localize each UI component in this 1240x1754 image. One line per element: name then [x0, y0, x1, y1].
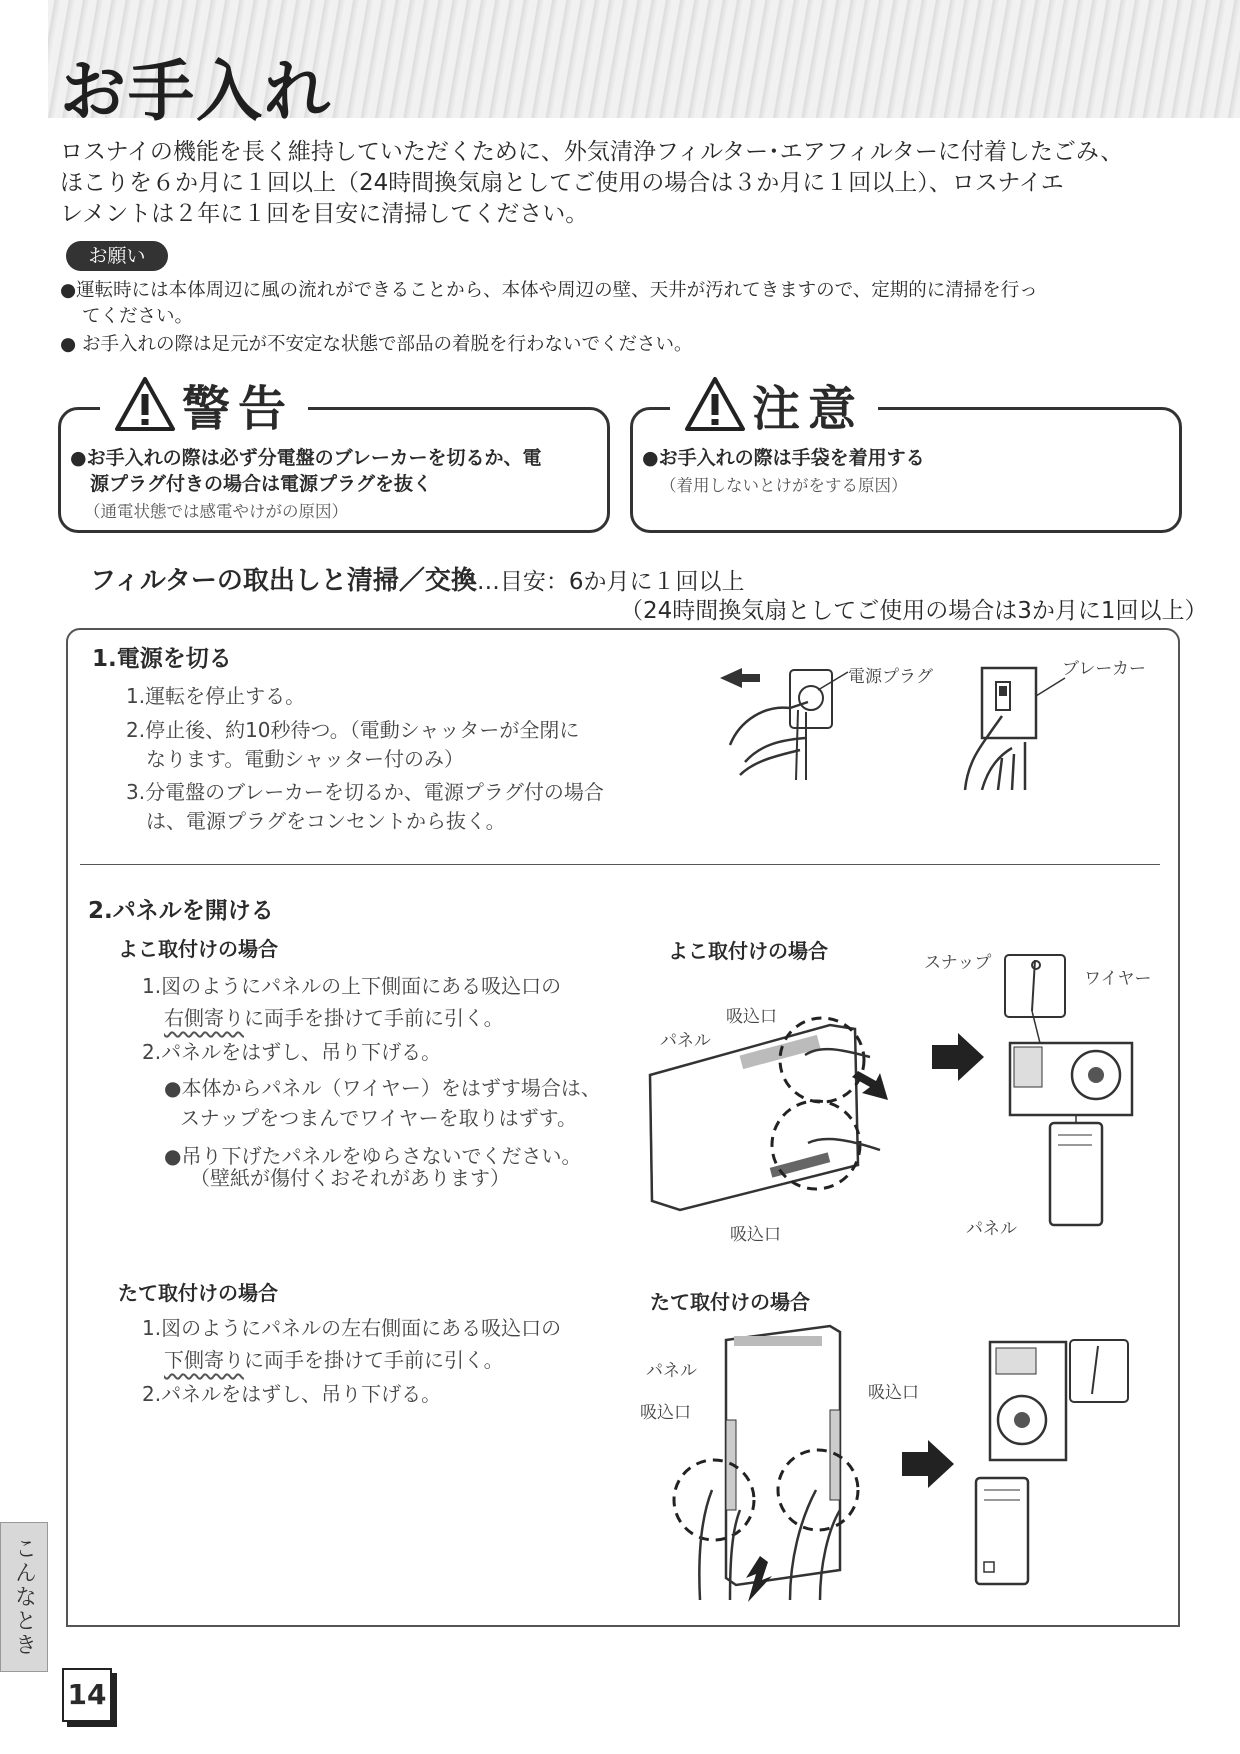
step1-item: 2.停止後、約10秒待つ。（電動シャッターが全閉に	[126, 718, 580, 742]
tate-line: 2.パネルをはずし、吊り下げる。	[142, 1382, 442, 1406]
tate-panel-label: パネル	[646, 1361, 697, 1381]
tate-line: 1.図のようにパネルの左右側面にある吸込口の	[142, 1316, 562, 1340]
tate-emphasis: 下側寄り	[164, 1348, 244, 1372]
warning-icon	[114, 376, 176, 432]
tate-line-rest: に両手を掛けて手前に引く。	[244, 1348, 504, 1372]
request-badge: お願い	[66, 241, 168, 271]
yoko-emphasis: 右側寄り	[164, 1006, 244, 1030]
step1-title: 1.電源を切る	[92, 646, 232, 672]
tate-inlet-left-label: 吸込口	[640, 1403, 691, 1423]
tate-inlet-right-label: 吸込口	[868, 1383, 919, 1403]
intro-line: ロスナイの機能を長く維持していただくために、外気清浄フィルター･エアフィルターに付着したごみ、	[60, 139, 1124, 165]
step1-item: なります。電動シャッター付のみ）	[146, 747, 464, 771]
step1-item: は、電源プラグをコンセントから抜く。	[146, 809, 506, 833]
yoko-inlet-top-label: 吸込口	[726, 1007, 777, 1027]
right-arrow-icon	[932, 1033, 984, 1081]
right-arrow-icon	[902, 1440, 954, 1488]
yoko-line-rest: に両手を掛けて手前に引く。	[244, 1006, 504, 1030]
yoko-bullet: ●吊り下げたパネルをゆらさないでください。	[164, 1144, 582, 1168]
wire-label: ワイヤー	[1084, 969, 1152, 989]
section-guide: …目安：6か月に１回以上	[476, 569, 745, 595]
tate-heading: たて取付けの場合	[118, 1281, 278, 1305]
yoko-line: 2.パネルをはずし、吊り下げる。	[142, 1040, 442, 1064]
page-title: お手入れ	[60, 53, 332, 130]
request-note: てください。	[82, 306, 194, 327]
yoko-bullet: ●本体からパネル（ワイヤー）をはずす場合は、	[164, 1076, 601, 1100]
plug-label: 電源プラグ	[848, 667, 933, 687]
caution-title-text: 注意	[752, 380, 865, 437]
yoko-line: 1.図のようにパネルの上下側面にある吸込口の	[142, 974, 562, 998]
snap-label: スナップ	[924, 953, 992, 973]
caution-icon	[684, 376, 746, 432]
intro-line: レメントは２年に１回を目安に清掃してください。	[60, 201, 589, 227]
yoko-bullet: スナップをつまんでワイヤーを取りはずす。	[180, 1106, 577, 1130]
warning-title-text: 警告	[182, 380, 295, 437]
intro-text	[60, 137, 1190, 230]
yoko-fig-heading: よこ取付けの場合	[668, 939, 828, 963]
yoko-bullet: （壁紙が傷付くおそれがあります）	[190, 1166, 510, 1190]
vertical-unit-with-panel-figure	[976, 1340, 1128, 1584]
section-title-text: フィルターの取出しと清掃／交換	[90, 566, 477, 596]
tate-fig-heading: たて取付けの場合	[650, 1290, 810, 1314]
page-number: 14	[62, 1668, 112, 1722]
unit-with-hanging-panel-figure	[1005, 955, 1132, 1225]
power-plug-figure	[720, 668, 848, 780]
intro-line: ほこりを６か月に１回以上（24時間換気扇としてご使用の場合は３か月に１回以上）、ロスナイエ	[60, 170, 1064, 196]
caution-line: ●お手入れの際は手袋を着用する	[642, 447, 925, 469]
tate-line	[164, 1344, 504, 1376]
request-note: ●運転時には本体周辺に風の流れができることから、本体や周辺の壁、天井が汚れてきますので、定期的に清掃を行っ	[60, 280, 1038, 301]
yoko-panel2-label: パネル	[966, 1219, 1017, 1239]
warning-line: ●お手入れの際は必ず分電盤のブレーカーを切るか、電	[70, 447, 542, 469]
yoko-panel-label: パネル	[660, 1031, 711, 1051]
breaker-label: ブレーカー	[1062, 659, 1146, 679]
yoko-line	[164, 1002, 504, 1034]
warning-sub: （通電状態では感電やけがの原因）	[84, 502, 348, 521]
warning-title	[100, 374, 308, 437]
breaker-figure	[965, 668, 1065, 790]
side-tab[interactable]: こんなとき	[0, 1522, 48, 1672]
warning-line: 源プラグ付きの場合は電源プラグを抜く	[90, 473, 433, 495]
step1-item: 3.分電盤のブレーカーを切るか、電源プラグ付の場合	[126, 780, 604, 804]
step1-item: 1.運転を停止する。	[126, 684, 306, 708]
caution-sub: （着用しないとけがをする原因）	[660, 476, 908, 495]
vertical-unit-figure	[674, 1326, 858, 1602]
section-guide-note: （24時間換気扇としてご使用の場合は3か月に1回以上）	[620, 598, 1208, 624]
yoko-inlet-bottom-label: 吸込口	[730, 1225, 781, 1245]
step2-title: 2.パネルを開ける	[88, 898, 274, 924]
yoko-illustration	[640, 945, 1180, 1245]
request-note: ● お手入れの際は足元が不安定な状態で部品の着脱を行わないでください。	[60, 334, 693, 355]
step-divider	[80, 864, 1160, 865]
yoko-heading: よこ取付けの場合	[118, 937, 278, 961]
tate-illustration	[640, 1320, 1180, 1605]
caution-title	[670, 374, 878, 437]
